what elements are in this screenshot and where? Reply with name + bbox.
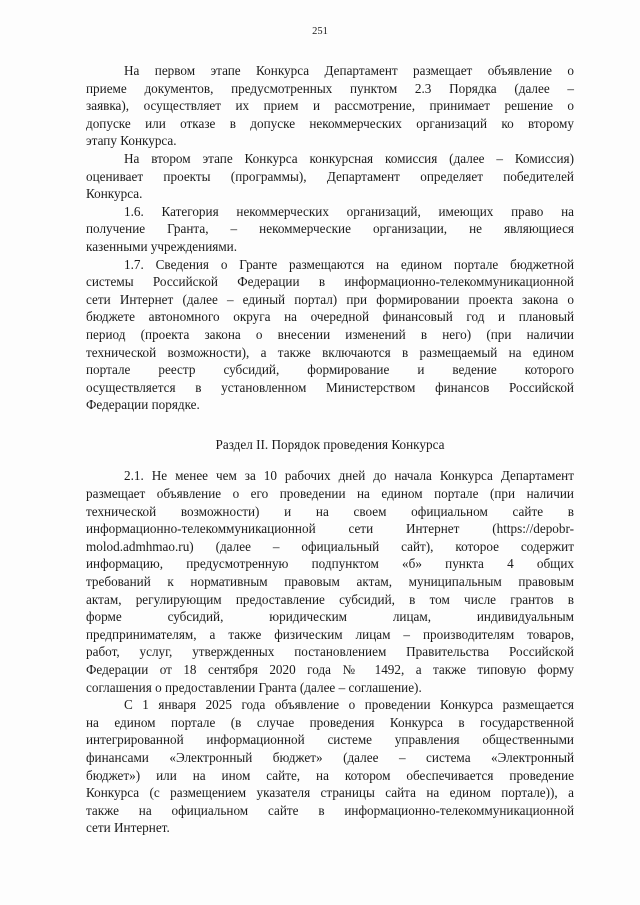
text-line: информационно-телекоммуникационной сети Интернет (https://depobr- [86,521,574,537]
text-line: Конкурса (с размещением указателя страницы сайта на едином портале)), а [86,785,574,801]
paragraph [86,256,574,414]
text-line: технической возможности) и на своем официальном сайте в [86,503,574,519]
text-line: На первом этапе Конкурса Департамент размещает объявление о [124,63,574,78]
text-line: предпринимателям, а также физическим лицам – производителям товаров, [86,626,574,642]
paragraph-group-section-2 [86,467,574,836]
text-line: допуске или отказе в допуске некоммерческих организаций ко второму [86,115,574,131]
text-line: финансами «Электронный бюджет» (далее – система «Электронный [86,749,574,765]
text-line: актам, регулирующим предоставление субсидий, в том числе грантов в [86,591,574,607]
text-line: технической возможности), а также включаются в размещаемый на едином [86,344,574,360]
paragraph [86,203,574,256]
text-line: molod.admhmao.ru) (далее – официальный сайт), которое содержит [86,538,574,554]
paragraph-group-section-1 [86,62,574,414]
text-line: системы Российской Федерации в информационно-телекоммуникационной [86,274,574,290]
text-line: Конкурса. [86,186,143,202]
text-line: сети Интернет (далее – единый портал) при формировании проекта закона о [86,291,574,307]
text-line: заявка), осуществляет их прием и рассмотрение, принимает решение о [86,98,574,114]
text-line: этапу Конкурса. [86,133,177,149]
text-line: Федерации от 18 сентября 2020 года № 1492, а также типовую форму [86,662,574,677]
text-line: соглашения о предоставлении Гранта (далее – соглашение). [86,679,422,695]
text-line: период (проекта закона о внесении изменений в него) (при наличии [86,326,574,342]
text-line: сети Интернет. [86,820,170,836]
text-line: приеме документов, предусмотренных пунктом 2.3 Порядка (далее – [86,80,574,96]
text-line: 1.6. Категория некоммерческих организаций, имеющих право на [124,203,574,219]
text-line: информацию, предусмотренную подпунктом «б» пункта 4 общих [86,556,574,572]
text-line: получение Гранта, – некоммерческие организации, не являющиеся [86,221,574,237]
text-line: казенными учреждениями. [86,238,238,254]
text-line: также на официальном сайте в информационно-телекоммуникационной [86,802,574,818]
text-line: На втором этапе Конкурса конкурсная комиссия (далее – Комиссия) [124,150,574,166]
text-line: работ, услуг, утвержденных постановлением Правительства Российской [86,644,574,660]
text-line: С 1 января 2025 года объявление о проведении Конкурса размещается [124,697,574,713]
text-line: бюджете автономного округа на очередной финансовый год и плановый [86,309,574,325]
page-number: 251 [312,26,328,37]
paragraph [86,150,574,203]
text-line: форме субсидий, юридическим лицам, индивидуальным [86,609,574,625]
section-heading: Раздел II. Порядок проведения Конкурса [215,436,445,452]
text-line: Федерации порядке. [86,397,200,413]
paragraph [86,62,574,150]
text-line: осуществляется в установленном Министерством финансов Российской [86,379,574,395]
text-line: интегрированной информационной системе управления общественными [86,732,574,748]
spacer [86,453,574,467]
text-line: бюджет») или на ином сайте, на котором обеспечивается проведение [86,767,574,783]
text-line: требований к нормативным правовым актам, муниципальным правовым [86,574,574,590]
paragraph [86,467,574,696]
text-line: 2.1. Не менее чем за 10 рабочих дней до начала Конкурса Департамент [124,468,574,484]
text-line: оценивает проекты (программы), Департамент определяет победителей [86,168,574,184]
text-line: 1.7. Сведения о Гранте размещаются на едином портале бюджетной [124,256,574,272]
text-line: на едином портале (в случае проведения Конкурса в государственной [86,714,574,730]
text-line: размещает объявление о его проведении на едином портале (при наличии [86,486,574,502]
document-body [86,62,574,837]
paragraph [86,696,574,837]
text-line: портале реестр субсидий, формирование и ведение которого [86,362,574,378]
